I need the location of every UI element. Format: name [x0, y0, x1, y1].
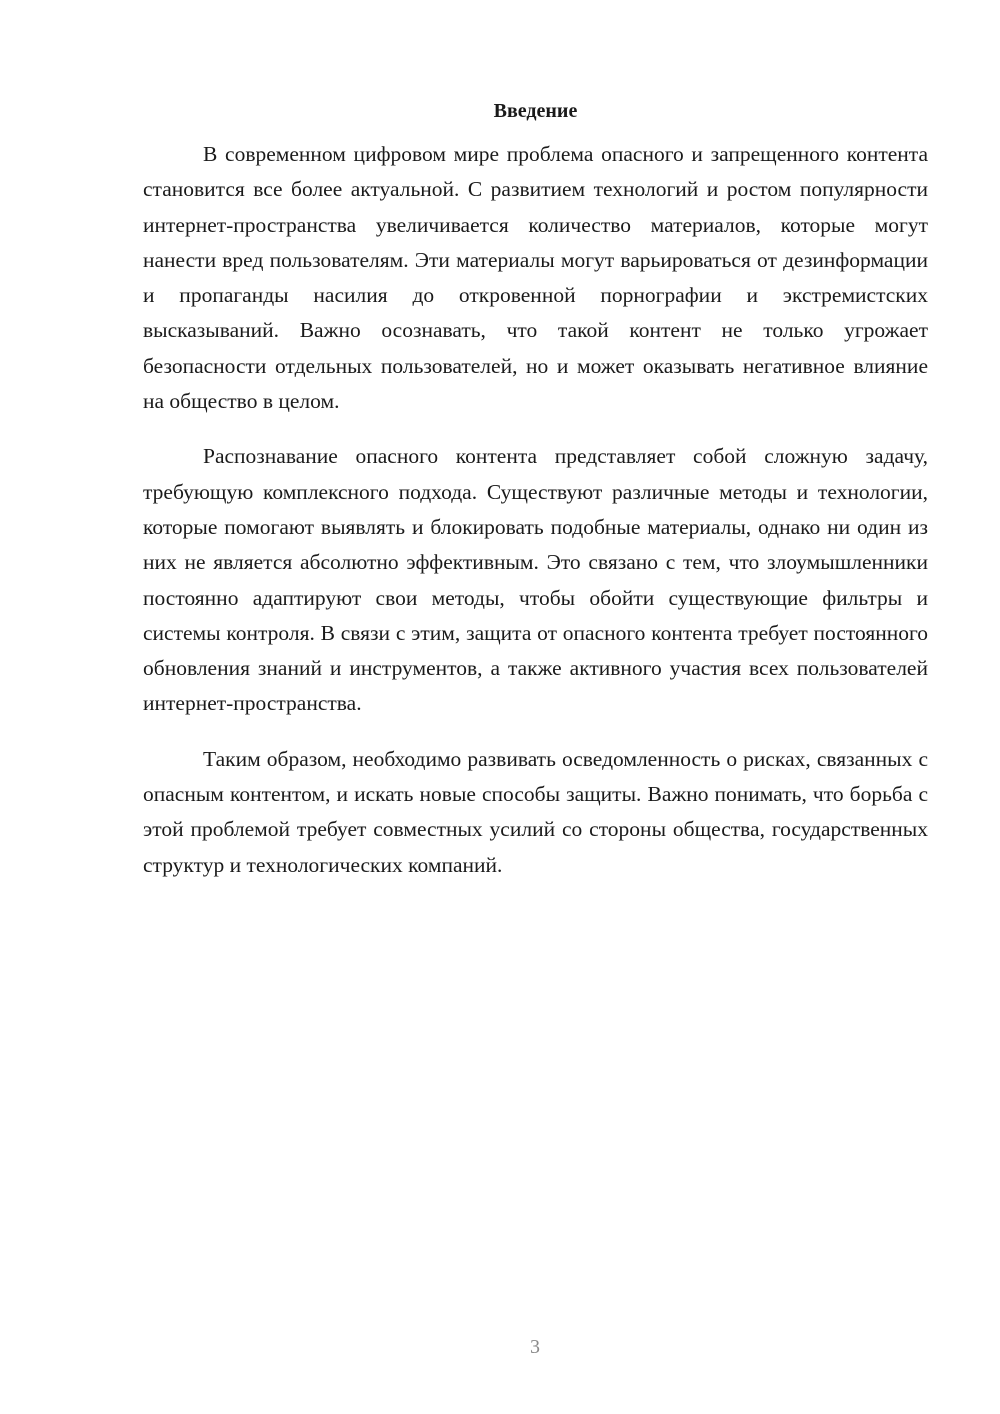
paragraph-1: В современном цифровом мире проблема опасного и запрещенного контента становится все более актуальной. С развитием технологий и ростом популярности интернет-пространства увеличивается количество материалов, которые могут нанести вред пользователям. Эти материалы могут варьироваться от дезинформации и пропаганды насилия до откровенной порнографии и экстремистских высказываний. Важно осознавать, что такой контент не только угрожает безопасности отдельных пользователей, но и может оказывать негативное влияние на общество в целом.	[143, 142, 928, 414]
paragraph-2: Распознавание опасного контента представляет собой сложную задачу, требующую комплексного подхода. Существуют различные методы и технологии, которые помогают выявлять и блокировать подобные материалы, однако ни один из них не является абсолютно эффективным. Это связано с тем, что злоумышленники постоянно адаптируют свои методы, чтобы обойти существующие фильтры и системы контроля. В связи с этим, защита от опасного контента требует постоянного обновления знаний и инструментов, а также активного участия всех пользователей интернет-пространства.	[143, 444, 928, 716]
page-content	[143, 96, 928, 903]
page-number: 3	[530, 1336, 540, 1358]
section-heading: Введение	[493, 100, 578, 122]
paragraph-3: Таким образом, необходимо развивать осведомленность о рисках, связанных с опасным контентом, и искать новые способы защиты. Важно понимать, что борьба с этой проблемой требует совместных усилий со стороны общества, государственных структур и технологических компаний.	[143, 746, 928, 877]
